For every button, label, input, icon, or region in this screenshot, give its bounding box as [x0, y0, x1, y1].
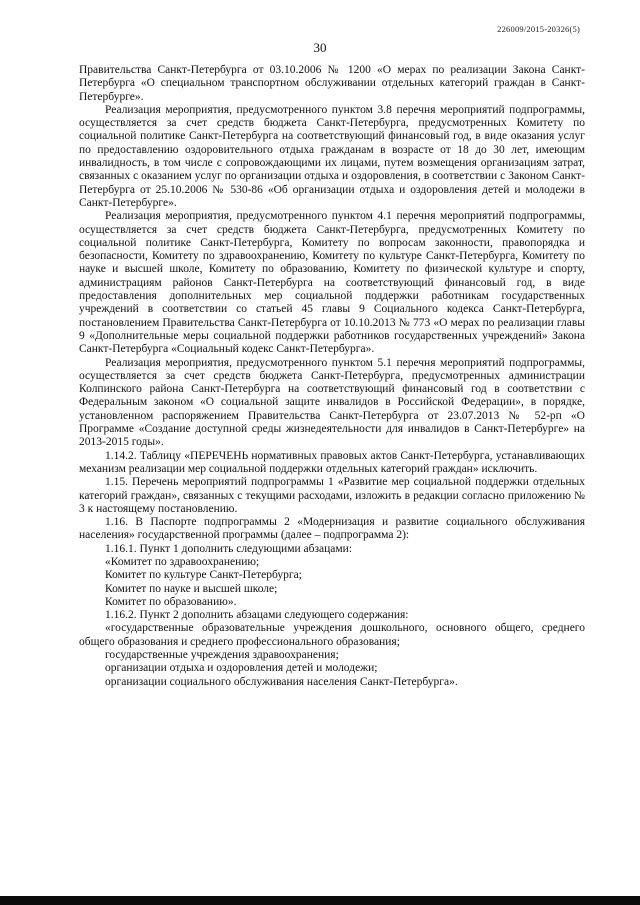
- scan-bottom-edge: [0, 896, 640, 905]
- paragraph-continuation: Правительства Санкт-Петербурга от 03.10.2006 № 1200 «О мерах по реализации Закона Санкт-Петербурга «О специальном транспортном обслуживании отдельных категорий граждан в Санкт-Петербурге».: [79, 64, 585, 103]
- document-registration-code: 226009/2015-20326(5): [497, 24, 580, 34]
- paragraph-1-16-1: 1.16.1. Пункт 1 дополнить следующими абзацами:: [105, 542, 353, 555]
- paragraph-measure-4-1: Реализация мероприятия, предусмотренного пунктом 4.1 перечня мероприятий подпрограммы, осуществляется за счет средств бюджета Санкт-Петербурга, предусмотренных Комитету по социальной политике Санкт-Петербурга, Комитету по вопросам законности, правопорядка и безопасности, Комитету по здравоохранению, Комитету по культуре Санкт-Петербурга, Комитету по науке и высшей школе, Комитету по образованию, Комитету по физической культуре и спорту, администрациям районов Санкт-Петербурга на соответствующий финансовый год, в виде предоставления дополнительных мер социальной поддержки работникам государственных учреждений в соответствии со статьей 45 главы 9 Социального кодекса Санкт-Петербурга, постановлением Правительства Санкт-Петербурга от 10.10.2013 № 773 «О мерах по реализации главы 9 «Дополнительные меры социальной поддержки работников государственных учреждений» Закона Санкт-Петербурга «Социальный кодекс Санкт-Петербурга».: [79, 210, 585, 356]
- paragraph-measure-5-1: Реализация мероприятия, предусмотренного пунктом 5.1 перечня мероприятий подпрограммы, осуществляется за счет средств бюджета Санкт-Петербурга, предусмотренных администрации Колпинского района Санкт-Петербурга на соответствующий финансовый год в соответствии с Федеральным законом «О социальной защите инвалидов в Российской Федерации», в порядке, установленном распоряжением Правительства Санкт-Петербурга от 23.07.2013 № 52-рп «О Программе «Создание доступной среды жизнедеятельности для инвалидов в Санкт-Петербурге» на 2013-2015 годы».: [79, 356, 585, 449]
- list-item: государственные учреждения здравоохранения;: [105, 649, 339, 662]
- paragraph-measure-3-8: Реализация мероприятия, предусмотренного пунктом 3.8 перечня мероприятий подпрограммы, осуществляется за счет средств бюджета Санкт-Петербурга, предусмотренных Комитету по социальной политике Санкт-Петербурга на соответствующий финансовый год, в виде оказания услуг по предоставлению оздоровительного отдыха гражданам в возрасте от 18 до 30 лет, имеющим инвалидность, в том числе с сопровождающими их лицами, путем возмещения организациям затрат, связанных с оказанием услуг по организации отдыха и оздоровления, в соответствии с Законом Санкт-Петербурга от 25.10.2006 № 530-86 «Об организации отдыха и оздоровления детей и молодежи в Санкт-Петербурге».: [79, 103, 585, 209]
- list-item: Комитет по культуре Санкт-Петербурга;: [105, 569, 302, 582]
- paragraph-1-14-2: 1.14.2. Таблицу «ПЕРЕЧЕНЬ нормативных правовых актов Санкт-Петербурга, устанавливающих механизм реализации мер социальной поддержки отдельных категорий граждан» исключить.: [79, 449, 585, 475]
- paragraph-1-16-2: 1.16.2. Пункт 2 дополнить абзацами следующего содержания:: [105, 609, 409, 622]
- list-item: организации отдыха и оздоровления детей и молодежи;: [105, 662, 378, 675]
- list-item: Комитет по науке и высшей школе;: [105, 582, 278, 595]
- paragraph-1-15: 1.15. Перечень мероприятий подпрограммы 1 «Развитие мер социальной поддержки отдельных категорий граждан», связанных с текущими расходами, изложить в редакции согласно приложению № 3 к настоящему постановлению.: [79, 476, 585, 515]
- list-item: «государственные образовательные учреждения дошкольного, основного общего, среднего общего образования и среднего профессионального образования;: [79, 622, 585, 648]
- document-body: [79, 64, 585, 689]
- list-item: организации социального обслуживания населения Санкт-Петербурга».: [105, 675, 458, 688]
- paragraph-1-16: 1.16. В Паспорте подпрограммы 2 «Модернизация и развитие социального обслуживания населения» государственной программы (далее – подпрограмма 2):: [79, 516, 585, 542]
- list-item: Комитет по образованию».: [105, 595, 237, 608]
- page-number: 30: [313, 40, 327, 55]
- list-item: «Комитет по здравоохранению;: [105, 555, 260, 568]
